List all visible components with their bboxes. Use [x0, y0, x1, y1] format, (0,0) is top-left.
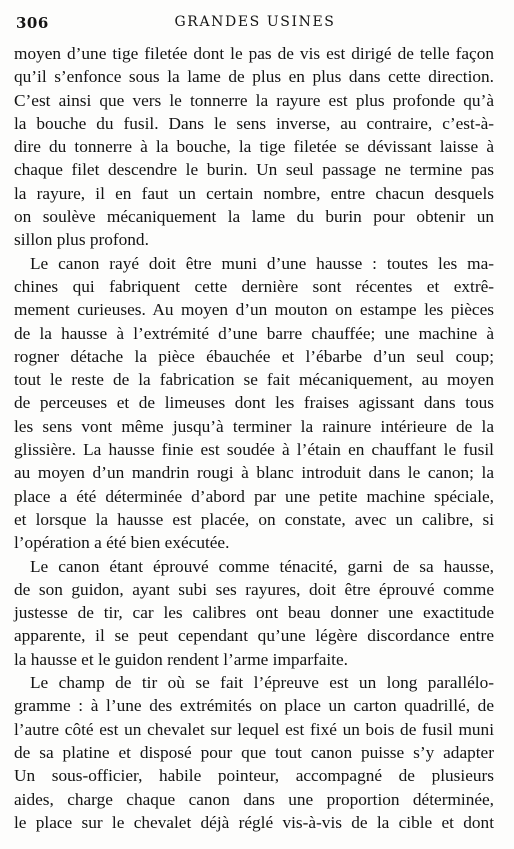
text-line: de sa platine et disposé pour que tout canon puisse s’y adapter [14, 742, 494, 762]
text-line: l’opération a été bien exécutée. [14, 533, 230, 553]
text-line: et lorsque la hausse est placée, on constate, avec un calibre, si [14, 509, 494, 529]
text-line: on soulève mécaniquement la lame du burin pour obtenir un [14, 207, 494, 227]
page-header [16, 10, 494, 36]
text-line: Le canon rayé doit être muni d’une hausse : toutes les ma- [30, 253, 494, 273]
text-line: aides, charge chaque canon dans une proportion déterminée, [14, 789, 494, 809]
text-line: la hausse et le guidon rendent l’arme imparfaite. [14, 649, 348, 669]
text-line: le place sur le chevalet déjà réglé vis-à-vis de la cible et dont [14, 812, 494, 832]
text-line: tout le reste de la fabrication se fait mécaniquement, au moyen [14, 370, 494, 390]
text-line: qu’il s’enfonce sous la lame de plus en plus dans cette direction. [14, 67, 494, 87]
text-line: au moyen d’un mandrin rougi à blanc introduit dans le canon; la [14, 463, 494, 483]
running-title: GRANDES USINES [174, 14, 336, 30]
text-line: Le champ de tir où se fait l’épreuve est un long parallélo- [30, 673, 494, 693]
text-line: Un sous-officier, habile pointeur, accompagné de plusieurs [14, 766, 494, 786]
text-line: l’autre côté est un chevalet sur lequel est fixé un bois de fusil muni [14, 719, 494, 739]
text-line: moyen d’une tige filetée dont le pas de vis est dirigé de telle façon [14, 44, 494, 63]
text-line: glissière. La hausse finie est soudée à l’étain en chauffant le fusil [14, 440, 494, 460]
text-line: rogner détache la pièce ébauchée et l’ébarbe d’un seul coup; [14, 346, 494, 366]
text-line: chaque filet descendre le burin. Un seul passage ne termine pas [14, 160, 494, 180]
text-line: justesse de tir, car les calibres ont beau donner une exactitude [14, 603, 494, 623]
text-line: place a été déterminée d’abord par une petite machine spéciale, [14, 486, 494, 506]
text-line: les sens vont même jusqu’à terminer la rainure intérieure de la [14, 416, 494, 436]
text-line: C’est ainsi que vers le tonnerre la rayure est plus profonde qu’à [14, 90, 494, 110]
text-line: gramme : à l’une des extrémités on place un carton quadrillé, de [14, 696, 494, 716]
text-line: la rayure, il en faut un certain nombre, entre chacun desquels [14, 183, 494, 203]
text-line: Le canon étant éprouvé comme ténacité, garni de sa hausse, [30, 556, 494, 576]
text-line: la bouche du fusil. Dans le sens inverse, au contraire, c’est-à- [14, 113, 494, 133]
text-line: dire du tonnerre à la bouche, la tige filetée se dévissant laisse à [14, 137, 494, 157]
text-line: de la hausse à l’extrémité d’une barre chauffée; une machine à [14, 323, 494, 343]
text-line: de perceuses et de limeuses dont les fraises agissant dans tous [14, 393, 494, 413]
text-line: sillon plus profond. [14, 230, 149, 250]
text-line: de son guidon, ayant subi ses rayures, doit être éprouvé comme [14, 579, 494, 599]
page-number: 306 [16, 14, 49, 32]
text-line: apparente, il se peut cependant qu’une légère discordance entre [14, 626, 494, 646]
body-text [14, 42, 494, 834]
text-line: mement curieuses. Au moyen d’un mouton on estampe les pièces [14, 300, 494, 320]
text-line: chines qui fabriquent cette dernière sont récentes et extrê- [14, 276, 494, 296]
